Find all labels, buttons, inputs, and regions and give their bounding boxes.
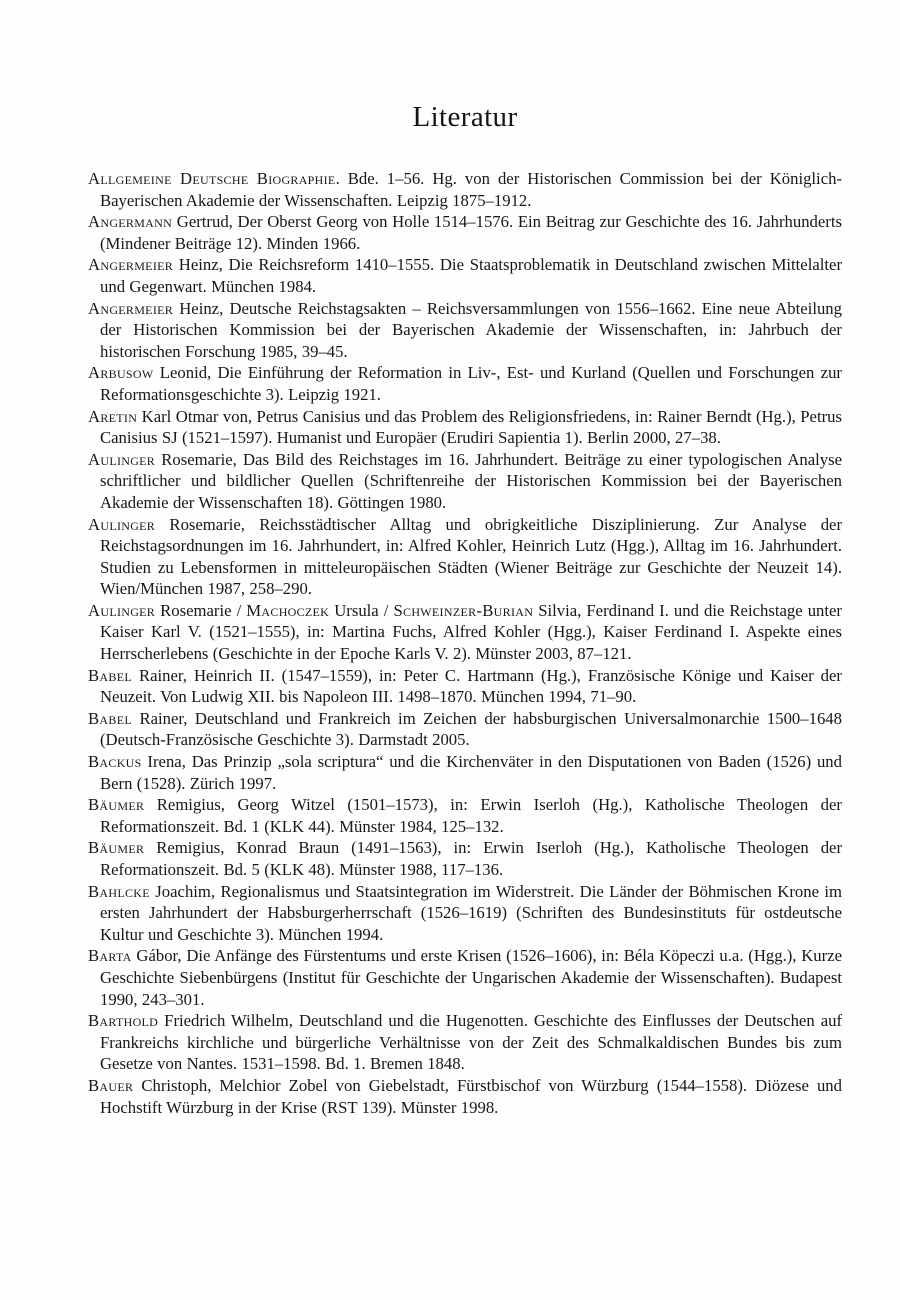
author-name: Arbusow bbox=[88, 363, 154, 383]
entry-text: Heinz, Deutsche Reichstagsakten – Reichsversammlungen von 1556–1662. Eine neue Abteilung der Historischen Kommission bei der Bayerischen Akademie der Wissenschaften, in: Jahrbuch der historischen Forschung 1985, 39–45. bbox=[100, 298, 842, 361]
entry-text: Rosemarie, Das Bild des Reichstages im 16. Jahrhundert. Beiträge zu einer typologischen Analyse schriftlicher und bildlicher Quellen (Schriftenreihe der Historischen Kommission bei der Bayerischen Akademie der Wissenschaften 18). Göttingen 1980. bbox=[100, 449, 842, 512]
author-name: Aulinger bbox=[88, 449, 156, 469]
entry-text: Rainer, Deutschland und Frankreich im Zeichen der habsburgischen Universalmonarchie 1500–1648 (Deutsch-Französische Geschichte 3). Darmstadt 2005. bbox=[100, 708, 842, 750]
bibliography-entry bbox=[88, 254, 842, 297]
entry-text: Joachim, Regionalismus und Staatsintegration im Widerstreit. Die Länder der Böhmischen Krone im ersten Jahrhundert der Habsburgerherrschaft (1526–1619) (Schriften des Bundesinstituts für ostdeutsche Kultur und Geschichte 3). München 1994. bbox=[100, 881, 842, 944]
entry-text: Friedrich Wilhelm, Deutschland und die Hugenotten. Geschichte des Einflusses der Deutschen auf Frankreichs kirchliche und bürgerliche Verhältnisse von der Zeit des Schmalkaldischen Bundes bis zum Gesetze von Nantes. 1531–1598. Bd. 1. Bremen 1848. bbox=[100, 1011, 842, 1074]
author-name: Bäumer bbox=[88, 795, 145, 815]
author-name: Bäumer bbox=[88, 838, 145, 858]
bibliography-entry bbox=[88, 837, 842, 880]
entry-text: Irena, Das Prinzip „sola scriptura“ und die Kirchenväter in den Disputationen von Baden (1526) und Bern (1528). Zürich 1997. bbox=[100, 752, 842, 793]
author-name: Machoczek bbox=[246, 600, 330, 620]
author-name: Allgemeine Deutsche Biographie bbox=[88, 169, 336, 188]
author-name: Backus bbox=[88, 752, 142, 772]
page-title: Literatur bbox=[412, 101, 518, 133]
author-name: Aretin bbox=[88, 406, 138, 426]
entry-text: Remigius, Georg Witzel (1501–1573), in: Erwin Iserloh (Hg.), Katholische Theologen der Reformationszeit. Bd. 1 (KLK 44). Münster 1984, 125–132. bbox=[100, 795, 842, 836]
bibliography-entry bbox=[88, 945, 842, 1010]
entry-text: Rosemarie / bbox=[155, 600, 247, 620]
bibliography-entry bbox=[88, 449, 842, 514]
author-name: Bauer bbox=[88, 1075, 134, 1095]
author-name: Aulinger bbox=[88, 600, 156, 620]
bibliography-entry bbox=[88, 881, 842, 946]
author-name: Angermeier bbox=[88, 255, 174, 275]
author-name: Angermann bbox=[88, 212, 173, 232]
entry-text: Leonid, Die Einführung der Reformation in Liv-, Est- und Kurland (Quellen und Forschungen zur Reformationsgeschichte 3). Leipzig 1921. bbox=[100, 363, 842, 404]
bibliography-entry bbox=[88, 362, 842, 405]
author-name: Barthold bbox=[88, 1011, 159, 1031]
author-name: Babel bbox=[88, 665, 132, 685]
bibliography-entry bbox=[88, 406, 842, 449]
entry-text: Gábor, Die Anfänge des Fürstentums und erste Krisen (1526–1606), in: Béla Köpeczi u.a. (Hgg.), Kurze Geschichte Siebenbürgens (Institut für Geschichte der Ungarischen Akademie der Wissenschaften). Budapest 1990, 243–301. bbox=[100, 946, 842, 1009]
bibliography-entry bbox=[88, 168, 842, 211]
entry-text: . Bde. 1–56. Hg. von der Historischen Commission bei der Königlich-Bayerischen Akademie der Wissenschaften. Leipzig 1875–1912. bbox=[100, 169, 842, 210]
bibliography-entry bbox=[88, 514, 842, 600]
author-name: Aulinger bbox=[88, 514, 156, 534]
bibliography-list bbox=[88, 168, 842, 1118]
entry-text: Gertrud, Der Oberst Georg von Holle 1514–1576. Ein Beitrag zur Geschichte des 16. Jahrhunderts (Mindener Beiträge 12). Minden 1966. bbox=[100, 212, 842, 253]
entry-text: Heinz, Die Reichsreform 1410–1555. Die Staatsproblematik in Deutschland zwischen Mittelalter und Gegenwart. München 1984. bbox=[100, 255, 842, 296]
bibliography-entry bbox=[88, 751, 842, 794]
bibliography-entry bbox=[88, 600, 842, 665]
entry-text: Ursula / bbox=[329, 600, 394, 620]
entry-text: Christoph, Melchior Zobel von Giebelstadt, Fürstbischof von Würzburg (1544–1558). Diözese und Hochstift Würzburg in der Krise (RST 139). Münster 1998. bbox=[100, 1075, 842, 1117]
bibliography-entry bbox=[88, 211, 842, 254]
entry-text: Silvia, Ferdinand I. und die Reichstage unter Kaiser Karl V. (1521–1555), in: Martina Fuchs, Alfred Kohler (Hgg.), Kaiser Ferdinand I. Aspekte eines Herrscherlebens (Geschichte in der Epoche Karls V. 2). Münster 2003, 87–121. bbox=[100, 600, 842, 664]
entry-text: Rosemarie, Reichsstädtischer Alltag und obrigkeitliche Disziplinierung. Zur Analyse der Reichstagsordnungen im 16. Jahrhundert, in: Alfred Kohler, Heinrich Lutz (Hgg.), Alltag im 16. Jahrhundert. Studien zu Lebensformen in mitteleuropäischen Städten (Wiener Beiträge zur Geschichte der Neuzeit 14). Wien/München 1987, 258–290. bbox=[100, 514, 842, 599]
bibliography-entry bbox=[88, 794, 842, 837]
entry-text: Rainer, Heinrich II. (1547–1559), in: Peter C. Hartmann (Hg.), Französische Könige und Kaiser der Neuzeit. Von Ludwig XII. bis Napoleon III. 1498–1870. München 1994, 71–90. bbox=[100, 665, 842, 707]
bibliography-entry bbox=[88, 1010, 842, 1075]
bibliography-entry bbox=[88, 665, 842, 708]
author-name: Babel bbox=[88, 708, 132, 728]
author-name: Schweinzer-Burian bbox=[393, 600, 534, 620]
author-name: Angermeier bbox=[88, 298, 174, 318]
author-name: Bahlcke bbox=[88, 881, 150, 901]
entry-text: Remigius, Konrad Braun (1491–1563), in: Erwin Iserloh (Hg.), Katholische Theologen der Reformationszeit. Bd. 5 (KLK 48). Münster 1988, 117–136. bbox=[100, 838, 842, 879]
bibliography-entry bbox=[88, 1075, 842, 1118]
bibliography-entry bbox=[88, 708, 842, 751]
bibliography-entry bbox=[88, 298, 842, 363]
author-name: Barta bbox=[88, 946, 132, 966]
entry-text: Karl Otmar von, Petrus Canisius und das Problem des Religionsfriedens, in: Rainer Berndt (Hg.), Petrus Canisius SJ (1521–1597). Humanist und Europäer (Erudiri Sapientia 1). Berlin 2000, 27–38. bbox=[100, 406, 842, 448]
